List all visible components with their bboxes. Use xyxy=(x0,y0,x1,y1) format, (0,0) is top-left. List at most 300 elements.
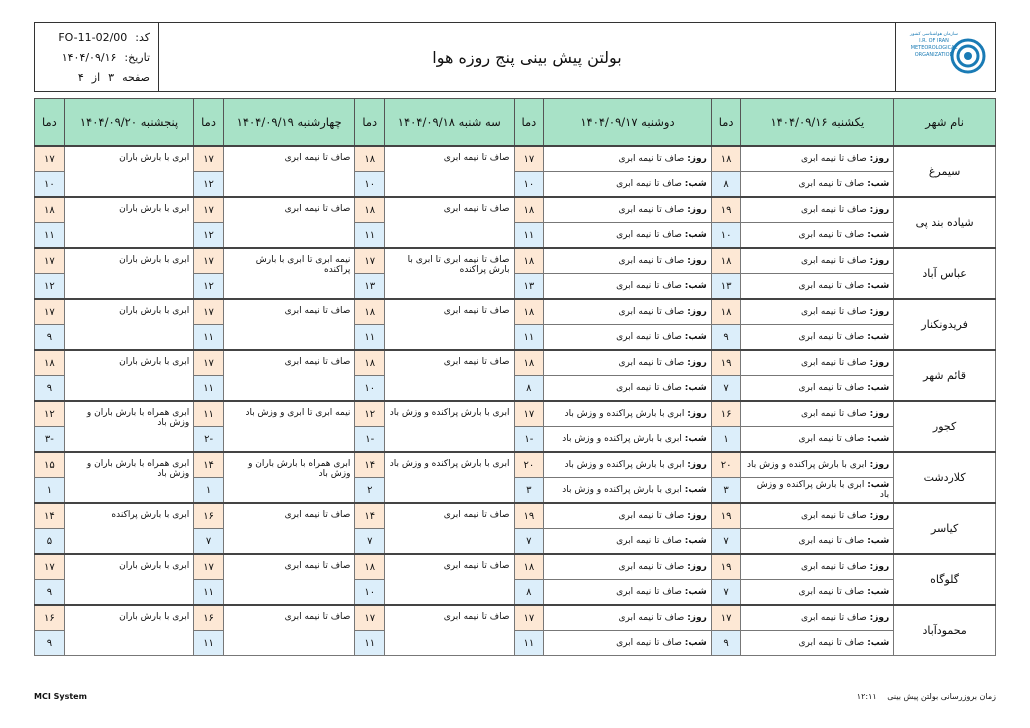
min-temp: ۹ xyxy=(35,580,65,606)
forecast-condition: صاف تا نیمه ابری xyxy=(223,350,355,401)
max-temp: ۱۷ xyxy=(711,605,741,631)
day-condition xyxy=(544,452,712,478)
day-label: روز: xyxy=(869,562,890,572)
forecast-condition: صاف تا نیمه ابری xyxy=(385,503,514,554)
night-label: شب: xyxy=(684,434,707,444)
night-condition-text: صاف تا نیمه ابری xyxy=(798,230,865,240)
min-temp: ۱۱ xyxy=(194,631,224,656)
night-condition xyxy=(544,631,712,656)
max-temp: ۱۸ xyxy=(711,299,741,325)
day-label: روز: xyxy=(687,613,707,623)
min-temp: ۱ xyxy=(194,478,224,504)
day-condition xyxy=(544,401,712,427)
forecast-condition: صاف تا نیمه ابری xyxy=(223,146,355,197)
header-day-1: یکشنبه ۱۴۰۴/۰۹/۱۶ xyxy=(741,99,894,147)
city-name: گلوگاه xyxy=(894,554,996,605)
min-temp: ۱۰ xyxy=(355,172,385,198)
night-condition-text: ابری با بارش پراکنده و وزش باد xyxy=(562,434,682,444)
max-temp: ۱۵ xyxy=(35,452,65,478)
night-condition xyxy=(741,172,894,198)
forecast-condition: ابری همراه با بارش باران و وزش باد xyxy=(64,401,193,452)
min-temp: ۱۰ xyxy=(711,223,741,249)
forecast-condition: ابری با بارش باران xyxy=(64,248,193,299)
min-temp: ۲ xyxy=(355,478,385,504)
day-label: روز: xyxy=(687,307,707,317)
max-temp: ۱۸ xyxy=(355,197,385,223)
forecast-condition: صاف تا نیمه ابری xyxy=(223,197,355,248)
max-temp: ۱۹ xyxy=(711,554,741,580)
night-label: شب: xyxy=(867,587,890,597)
day-condition xyxy=(544,248,712,274)
day-condition-text: صاف تا نیمه ابری xyxy=(800,562,867,572)
page-current: ۳ xyxy=(108,70,115,84)
city-name: سیمرغ xyxy=(894,146,996,197)
day-label: روز: xyxy=(687,205,707,215)
forecast-condition: صاف تا نیمه ابری تا ابری با بارش پراکنده xyxy=(385,248,514,299)
max-temp: ۱۶ xyxy=(194,605,224,631)
day-label: روز: xyxy=(869,205,890,215)
night-condition xyxy=(544,223,712,249)
table-row-day xyxy=(35,350,996,376)
night-condition xyxy=(741,427,894,453)
night-label: شب: xyxy=(867,383,890,393)
day-condition-text: صاف تا نیمه ابری xyxy=(618,511,685,521)
day-condition xyxy=(741,554,894,580)
forecast-table xyxy=(34,98,996,656)
max-temp: ۱۷ xyxy=(194,299,224,325)
night-label: شب: xyxy=(867,536,890,546)
night-label: شب: xyxy=(867,281,890,291)
svg-text:سازمان هواشناسی کشور: سازمان هواشناسی کشور xyxy=(909,32,958,37)
max-temp: ۱۷ xyxy=(194,554,224,580)
day-condition xyxy=(741,503,894,529)
page-title: بولتن پیش بینی پنج روزه هوا xyxy=(432,47,622,67)
forecast-condition: صاف تا نیمه ابری xyxy=(385,197,514,248)
max-temp: ۱۲ xyxy=(355,401,385,427)
min-temp: ۱۰ xyxy=(355,580,385,606)
day-condition xyxy=(741,401,894,427)
night-condition xyxy=(741,580,894,606)
footer-update xyxy=(857,692,996,701)
table-row-day xyxy=(35,401,996,427)
max-temp: ۱۹ xyxy=(711,503,741,529)
table-row-day xyxy=(35,503,996,529)
table-row-day xyxy=(35,248,996,274)
page-of: از xyxy=(91,70,101,84)
day-condition-text: صاف تا نیمه ابری xyxy=(618,307,685,317)
header-day-3: سه شنبه ۱۴۰۴/۰۹/۱۸ xyxy=(385,99,514,147)
forecast-condition: ابری همراه با بارش باران و وزش باد xyxy=(64,452,193,503)
table-row-day xyxy=(35,299,996,325)
night-condition xyxy=(544,580,712,606)
day-condition-text: صاف تا نیمه ابری xyxy=(618,154,685,164)
day-label: روز: xyxy=(869,409,890,419)
night-label: شب: xyxy=(867,638,890,648)
night-condition xyxy=(544,427,712,453)
night-condition xyxy=(544,376,712,402)
min-temp: ۱۲ xyxy=(194,223,224,249)
min-temp: ۱۱ xyxy=(355,325,385,351)
day-condition-text: صاف تا نیمه ابری xyxy=(800,409,867,419)
day-condition xyxy=(741,299,894,325)
max-temp: ۱۷ xyxy=(35,146,65,172)
header-temp-4: دما xyxy=(194,99,224,147)
min-temp: ۸ xyxy=(514,376,544,402)
max-temp: ۲۰ xyxy=(514,452,544,478)
night-condition-text: صاف تا نیمه ابری xyxy=(798,638,865,648)
min-temp: ۱ xyxy=(35,478,65,504)
night-condition-text: صاف تا نیمه ابری xyxy=(798,383,865,393)
min-temp: ۹ xyxy=(711,631,741,656)
document-meta xyxy=(35,23,159,91)
max-temp: ۱۷ xyxy=(194,350,224,376)
max-temp: ۱۷ xyxy=(355,605,385,631)
forecast-condition: ابری با بارش باران xyxy=(64,146,193,197)
min-temp: -۳ xyxy=(35,427,65,453)
max-temp: ۱۴ xyxy=(355,452,385,478)
city-name: فریدونکنار xyxy=(894,299,996,350)
max-temp: ۱۶ xyxy=(711,401,741,427)
day-condition xyxy=(741,248,894,274)
forecast-condition: صاف تا نیمه ابری xyxy=(385,554,514,605)
max-temp: ۱۷ xyxy=(35,554,65,580)
max-temp: ۱۷ xyxy=(514,401,544,427)
night-condition-text: صاف تا نیمه ابری xyxy=(616,230,682,240)
night-condition-text: صاف تا نیمه ابری xyxy=(616,179,682,189)
day-condition-text: صاف تا نیمه ابری xyxy=(800,205,867,215)
min-temp: ۹ xyxy=(35,325,65,351)
max-temp: ۱۸ xyxy=(355,350,385,376)
min-temp: ۳ xyxy=(514,478,544,504)
day-condition-text: صاف تا نیمه ابری xyxy=(618,205,685,215)
min-temp: ۱۱ xyxy=(355,223,385,249)
day-condition xyxy=(741,350,894,376)
max-temp: ۱۹ xyxy=(711,350,741,376)
night-label: شب: xyxy=(684,485,707,495)
min-temp: ۱۲ xyxy=(194,274,224,300)
min-temp: ۷ xyxy=(711,580,741,606)
day-label: روز: xyxy=(869,256,890,266)
max-temp: ۱۷ xyxy=(514,146,544,172)
day-condition xyxy=(741,146,894,172)
table-row-day xyxy=(35,452,996,478)
min-temp: ۸ xyxy=(711,172,741,198)
day-condition xyxy=(544,605,712,631)
max-temp: ۱۸ xyxy=(514,350,544,376)
forecast-condition: ابری با بارش باران xyxy=(64,299,193,350)
city-name: قائم شهر xyxy=(894,350,996,401)
min-temp: ۱۰ xyxy=(514,172,544,198)
max-temp: ۱۷ xyxy=(514,605,544,631)
night-condition xyxy=(544,529,712,555)
city-name: کیاسر xyxy=(894,503,996,554)
forecast-condition: صاف تا نیمه ابری xyxy=(385,350,514,401)
night-label: شب: xyxy=(684,638,707,648)
min-temp: ۷ xyxy=(711,376,741,402)
night-condition-text: صاف تا نیمه ابری xyxy=(798,332,865,342)
day-label: روز: xyxy=(687,154,707,164)
night-condition-text: صاف تا نیمه ابری xyxy=(616,332,682,342)
header-temp-2: دما xyxy=(514,99,544,147)
night-condition xyxy=(544,325,712,351)
night-label: شب: xyxy=(684,179,707,189)
min-temp: ۷ xyxy=(514,529,544,555)
forecast-condition: ابری با بارش باران xyxy=(64,554,193,605)
table-row-day xyxy=(35,197,996,223)
day-label: روز: xyxy=(869,460,890,470)
max-temp: ۱۷ xyxy=(194,248,224,274)
day-condition xyxy=(544,299,712,325)
day-label: روز: xyxy=(687,409,707,419)
forecast-condition: ابری با بارش باران xyxy=(64,605,193,656)
night-label: شب: xyxy=(867,480,890,490)
night-label: شب: xyxy=(867,332,890,342)
night-condition xyxy=(741,376,894,402)
max-temp: ۱۴ xyxy=(194,452,224,478)
day-condition xyxy=(544,554,712,580)
night-condition-text: صاف تا نیمه ابری xyxy=(798,536,865,546)
night-condition-text: ابری با بارش پراکنده و وزش باد xyxy=(756,480,890,500)
night-condition-text: صاف تا نیمه ابری xyxy=(616,536,682,546)
min-temp: ۱ xyxy=(711,427,741,453)
day-condition xyxy=(544,197,712,223)
min-temp: ۱۳ xyxy=(355,274,385,300)
night-label: شب: xyxy=(867,230,890,240)
min-temp: ۱۱ xyxy=(355,631,385,656)
day-label: روز: xyxy=(869,307,890,317)
max-temp: ۱۲ xyxy=(35,401,65,427)
city-name: عباس آباد xyxy=(894,248,996,299)
day-condition-text: ابری با بارش پراکنده و وزش باد xyxy=(747,460,867,470)
code-value: FO-11-02/00 xyxy=(58,30,128,44)
min-temp: -۱ xyxy=(355,427,385,453)
footer-update-label: زمان بروزرسانی بولتن پیش بینی xyxy=(887,692,996,701)
max-temp: ۱۶ xyxy=(194,503,224,529)
forecast-condition: ابری با بارش باران xyxy=(64,197,193,248)
table-row-day xyxy=(35,605,996,631)
header-day-5: پنجشنبه ۱۴۰۴/۰۹/۲۰ xyxy=(64,99,193,147)
day-label: روز: xyxy=(687,460,707,470)
min-temp: ۱۱ xyxy=(514,325,544,351)
day-condition-text: صاف تا نیمه ابری xyxy=(618,256,685,266)
night-condition-text: ابری با بارش پراکنده و وزش باد xyxy=(562,485,682,495)
header-day-4: چهارشنبه ۱۴۰۴/۰۹/۱۹ xyxy=(223,99,355,147)
date-label: تاریخ: xyxy=(124,50,150,64)
day-condition-text: صاف تا نیمه ابری xyxy=(800,154,867,164)
min-temp: ۷ xyxy=(355,529,385,555)
max-temp: ۱۹ xyxy=(711,197,741,223)
header-temp-1: دما xyxy=(711,99,741,147)
min-temp: ۱۰ xyxy=(35,172,65,198)
day-condition-text: صاف تا نیمه ابری xyxy=(800,256,867,266)
forecast-condition: ابری با بارش باران xyxy=(64,350,193,401)
max-temp: ۱۸ xyxy=(711,248,741,274)
forecast-condition: صاف تا نیمه ابری xyxy=(223,299,355,350)
day-condition xyxy=(741,605,894,631)
forecast-condition: نیمه ابری تا ابری و وزش باد xyxy=(223,401,355,452)
night-condition-text: صاف تا نیمه ابری xyxy=(616,281,682,291)
max-temp: ۱۸ xyxy=(355,554,385,580)
day-label: روز: xyxy=(869,613,890,623)
max-temp: ۱۸ xyxy=(711,146,741,172)
day-condition xyxy=(741,452,894,478)
max-temp: ۱۱ xyxy=(194,401,224,427)
day-condition-text: ابری با بارش پراکنده و وزش باد xyxy=(564,409,685,419)
max-temp: ۲۰ xyxy=(711,452,741,478)
night-condition xyxy=(741,478,894,504)
min-temp: ۱۰ xyxy=(355,376,385,402)
city-name: محمودآباد xyxy=(894,605,996,656)
forecast-condition: ابری با بارش پراکنده و وزش باد xyxy=(385,452,514,503)
night-condition-text: صاف تا نیمه ابری xyxy=(616,587,682,597)
footer-system: MCI System xyxy=(34,692,87,701)
header-day-2: دوشنبه ۱۴۰۴/۰۹/۱۷ xyxy=(544,99,712,147)
min-temp: ۹ xyxy=(35,376,65,402)
max-temp: ۱۶ xyxy=(35,605,65,631)
min-temp: ۱۱ xyxy=(35,223,65,249)
day-condition xyxy=(544,503,712,529)
night-condition xyxy=(741,223,894,249)
max-temp: ۱۷ xyxy=(355,248,385,274)
night-condition xyxy=(741,274,894,300)
header-temp-3: دما xyxy=(355,99,385,147)
night-label: شب: xyxy=(684,587,707,597)
night-condition xyxy=(741,325,894,351)
header-temp-5: دما xyxy=(35,99,65,147)
min-temp: ۵ xyxy=(35,529,65,555)
min-temp: -۱ xyxy=(514,427,544,453)
svg-text:METEOROLOGICAL: METEOROLOGICAL xyxy=(910,45,957,51)
night-label: شب: xyxy=(684,536,707,546)
min-temp: ۱۱ xyxy=(514,223,544,249)
day-condition xyxy=(544,350,712,376)
night-condition xyxy=(544,172,712,198)
min-temp: ۱۳ xyxy=(711,274,741,300)
day-condition-text: صاف تا نیمه ابری xyxy=(618,358,685,368)
forecast-condition: ابری همراه با بارش باران و وزش باد xyxy=(223,452,355,503)
night-label: شب: xyxy=(684,230,707,240)
min-temp: ۱۱ xyxy=(514,631,544,656)
min-temp: ۷ xyxy=(711,529,741,555)
day-label: روز: xyxy=(869,154,890,164)
page-total: ۴ xyxy=(77,70,84,84)
day-condition-text: صاف تا نیمه ابری xyxy=(800,511,867,521)
night-condition xyxy=(544,274,712,300)
night-condition-text: صاف تا نیمه ابری xyxy=(616,383,682,393)
day-condition-text: صاف تا نیمه ابری xyxy=(618,562,685,572)
night-label: شب: xyxy=(684,281,707,291)
min-temp: ۳ xyxy=(711,478,741,504)
night-condition xyxy=(741,631,894,656)
day-label: روز: xyxy=(687,562,707,572)
min-temp: ۱۱ xyxy=(194,580,224,606)
night-condition-text: صاف تا نیمه ابری xyxy=(798,587,865,597)
day-condition-text: ابری با بارش پراکنده و وزش باد xyxy=(564,460,685,470)
day-label: روز: xyxy=(687,511,707,521)
max-temp: ۱۸ xyxy=(355,146,385,172)
night-condition xyxy=(544,478,712,504)
min-temp: ۸ xyxy=(514,580,544,606)
table-header-row xyxy=(35,99,996,147)
min-temp: ۱۲ xyxy=(194,172,224,198)
meteorological-logo-icon xyxy=(904,26,988,88)
forecast-condition: ابری با بارش پراکنده و وزش باد xyxy=(385,401,514,452)
forecast-condition: صاف تا نیمه ابری xyxy=(223,554,355,605)
city-name: کجور xyxy=(894,401,996,452)
min-temp: -۲ xyxy=(194,427,224,453)
svg-text:I.R. OF IRAN: I.R. OF IRAN xyxy=(918,38,949,44)
day-label: روز: xyxy=(687,256,707,266)
day-condition xyxy=(741,197,894,223)
city-name: شیاده بند پی xyxy=(894,197,996,248)
footer-update-time: ۱۲:۱۱ xyxy=(856,692,877,701)
organization-logo xyxy=(895,23,995,91)
max-temp: ۱۸ xyxy=(514,299,544,325)
max-temp: ۱۷ xyxy=(194,146,224,172)
table-row-day xyxy=(35,146,996,172)
night-condition-text: صاف تا نیمه ابری xyxy=(798,281,865,291)
max-temp: ۱۷ xyxy=(35,248,65,274)
max-temp: ۱۴ xyxy=(35,503,65,529)
min-temp: ۱۱ xyxy=(194,376,224,402)
svg-text:ORGANIZATION: ORGANIZATION xyxy=(914,52,953,58)
night-condition-text: صاف تا نیمه ابری xyxy=(798,434,865,444)
max-temp: ۱۸ xyxy=(355,299,385,325)
day-label: روز: xyxy=(869,511,890,521)
day-label: روز: xyxy=(687,358,707,368)
night-label: شب: xyxy=(684,383,707,393)
night-label: شب: xyxy=(684,332,707,342)
night-condition-text: صاف تا نیمه ابری xyxy=(798,179,865,189)
forecast-condition: صاف تا نیمه ابری xyxy=(385,146,514,197)
max-temp: ۱۸ xyxy=(514,248,544,274)
max-temp: ۱۷ xyxy=(35,299,65,325)
day-condition-text: صاف تا نیمه ابری xyxy=(618,613,685,623)
table-body xyxy=(35,146,996,656)
day-condition-text: صاف تا نیمه ابری xyxy=(800,307,867,317)
day-condition-text: صاف تا نیمه ابری xyxy=(800,613,867,623)
forecast-condition: نیمه ابری تا ابری با بارش پراکنده xyxy=(223,248,355,299)
max-temp: ۱۸ xyxy=(514,197,544,223)
night-condition-text: صاف تا نیمه ابری xyxy=(616,638,682,648)
max-temp: ۱۸ xyxy=(35,350,65,376)
forecast-condition: صاف تا نیمه ابری xyxy=(385,299,514,350)
max-temp: ۱۴ xyxy=(355,503,385,529)
forecast-condition: صاف تا نیمه ابری xyxy=(223,503,355,554)
forecast-condition: ابری با بارش پراکنده xyxy=(64,503,193,554)
code-label: کد: xyxy=(135,30,150,44)
city-name: کلاردشت xyxy=(894,452,996,503)
day-label: روز: xyxy=(869,358,890,368)
forecast-condition: صاف تا نیمه ابری xyxy=(223,605,355,656)
page-label: صفحه xyxy=(122,70,150,84)
date-value: ۱۴۰۴/۰۹/۱۶ xyxy=(61,50,117,64)
min-temp: ۱۲ xyxy=(35,274,65,300)
bulletin-header xyxy=(34,22,996,92)
max-temp: ۱۸ xyxy=(35,197,65,223)
max-temp: ۱۸ xyxy=(514,554,544,580)
max-temp: ۱۹ xyxy=(514,503,544,529)
min-temp: ۱۳ xyxy=(514,274,544,300)
min-temp: ۹ xyxy=(711,325,741,351)
day-condition xyxy=(544,146,712,172)
forecast-condition: صاف تا نیمه ابری xyxy=(385,605,514,656)
night-label: شب: xyxy=(867,434,890,444)
max-temp: ۱۷ xyxy=(194,197,224,223)
min-temp: ۱۱ xyxy=(194,325,224,351)
night-condition xyxy=(741,529,894,555)
header-city: نام شهر xyxy=(894,99,996,147)
